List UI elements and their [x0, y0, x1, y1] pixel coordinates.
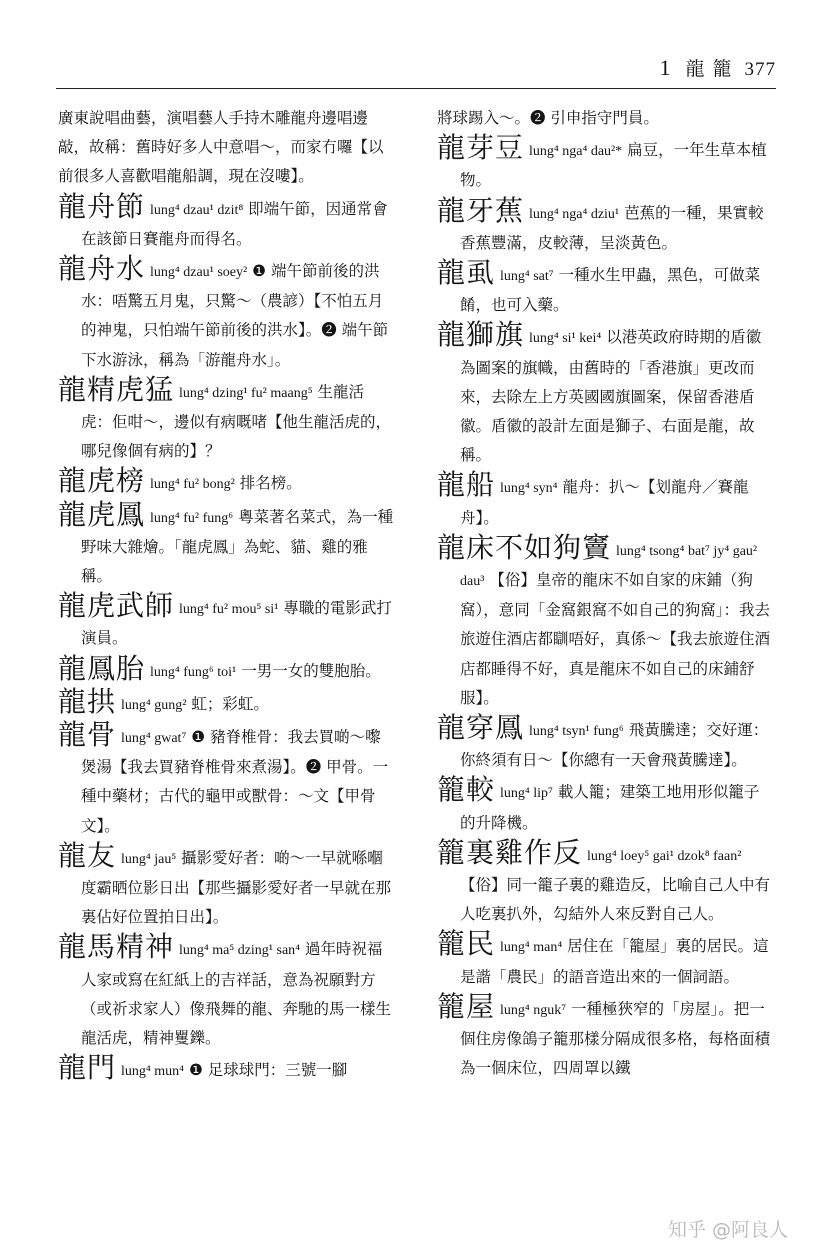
dictionary-entry [437, 258, 773, 320]
entry-headword: 籠較 [437, 773, 496, 807]
dictionary-entry [58, 651, 394, 687]
dictionary-entry [58, 684, 394, 720]
entry-definition: 專職的電影武打演員。 [81, 599, 392, 648]
entry-definition: 過年時祝福人家或寫在紅紙上的吉祥話，意為祝願對方（或祈求家人）像飛舞的龍、奔馳的馬一樣生龍活虎，精神矍鑠。 [81, 940, 392, 1048]
entry-headword: 龍床不如狗竇 [437, 530, 612, 564]
dictionary-entry [437, 989, 773, 1084]
entry-headword: 龍船 [437, 468, 496, 502]
entry-pronunciation: lung⁴ fu² fung⁶ [149, 510, 234, 526]
entry-pronunciation: lung⁴ fu² bong² [149, 477, 235, 493]
entry-definition: 扁豆，一年生草本植物。 [460, 141, 767, 190]
entry-definition: 載人籠；建築工地用形似籠子的升降機。 [460, 783, 760, 832]
entry-headword: 龍鳳胎 [58, 651, 146, 685]
entry-definition: 廣東說唱曲藝，演唱藝人手持木雕龍舟邊唱邊敲，故稱：舊時好多人中意唱～，而家冇囉【以前很多人喜歡唱龍船調，現在沒嘍】。 [58, 109, 384, 186]
entry-headword: 龍骨 [58, 718, 117, 752]
entry-headword: 龍舟水 [58, 252, 146, 286]
entry-definition: 攝影愛好者：啲～一早就喺嗰度霸晒位影日出【那些攝影愛好者一早就在那裏佔好位置拍日出】。 [81, 848, 392, 927]
dictionary-entry [58, 932, 394, 1053]
entry-definition: ❶ 足球球門：三號一腳 [188, 1061, 348, 1080]
dictionary-entry [437, 775, 773, 837]
entry-headword: 籠民 [437, 927, 496, 961]
dictionary-entry [58, 254, 394, 375]
entry-pronunciation: lung⁴ lip⁷ [499, 786, 553, 802]
right-column [437, 104, 773, 1084]
dictionary-entry [58, 189, 394, 254]
entry-definition: 一種水生甲蟲，黑色，可做菜餚，也可入藥。 [460, 266, 761, 315]
header-rule [56, 88, 776, 89]
entry-definition: 一種極狹窄的「房屋」。把一個住房像鴿子籠那樣分隔成很多格，每格面積為一個床位，四周罩以鐵 [460, 999, 771, 1078]
entry-headword: 龍芽豆 [437, 131, 525, 165]
entry-headword: 龍牙蕉 [437, 193, 525, 227]
entry-pronunciation: lung⁴ dzau¹ soey² [149, 265, 248, 281]
dictionary-entry [437, 320, 773, 470]
entry-definition: 【俗】同一籠子裏的雞造反，比喻自己人中有人吃裏扒外，勾結外人來反對自己人。 [460, 876, 771, 924]
entry-pronunciation: lung⁴ sat⁷ [499, 269, 554, 285]
entry-pronunciation: lung⁴ mun⁴ [120, 1064, 184, 1080]
entry-definition: 居住在「籠屋」裏的居民。這是諧「農民」的語音造出來的一個詞語。 [460, 937, 769, 986]
dictionary-entry [58, 466, 394, 499]
dictionary-entry [58, 104, 394, 192]
entry-headword: 龍穿鳳 [437, 711, 525, 745]
entry-headword: 龍獅旗 [437, 318, 525, 352]
entry-headword: 龍拱 [58, 684, 117, 718]
entry-headword: 龍門 [58, 1051, 117, 1085]
entry-pronunciation: lung⁴ syn⁴ [499, 481, 558, 497]
entry-definition: 排名榜。 [239, 474, 302, 493]
dictionary-entry [58, 372, 394, 467]
entry-pronunciation: lung⁴ si¹ kei⁴ [528, 331, 602, 347]
entry-headword: 龍舟節 [58, 189, 146, 223]
entry-headword: 龍友 [58, 838, 117, 872]
entry-definition: 生龍活虎：佢咁～，邊似有病嘅啫【他生龍活虎的，哪兒像個有病的】？ [81, 382, 392, 461]
entry-definition: 龍舟：扒～【划龍舟／賽龍舟】。 [460, 478, 749, 527]
left-column [58, 104, 394, 1087]
entry-definition: 虹；彩虹。 [191, 694, 269, 713]
entry-definition: 【俗】皇帝的龍床不如自家的床鋪（狗窩），意同「金窩銀窩不如自己的狗窩」：我去旅遊住酒店都瞓唔好，真係～【我去旅遊住酒店都睡得不好，真是龍床不如自己的床鋪舒服】。 [460, 571, 771, 707]
entry-pronunciation: lung⁴ tsyn¹ fung⁶ [528, 724, 624, 740]
entry-headword: 籠屋 [437, 989, 496, 1023]
dictionary-entry [58, 720, 394, 841]
entry-headword: 龍虎武師 [58, 589, 175, 623]
header-title: 龍 籠 [685, 58, 733, 80]
entry-pronunciation: lung⁴ nga⁴ dziu¹ [528, 206, 620, 222]
entry-definition: 芭蕉的一種，果實較香蕉豐滿，皮較薄，呈淡黃色。 [460, 203, 764, 252]
entry-definition: 即端午節，因通常會在該節日賽龍舟而得名。 [81, 199, 388, 248]
dictionary-entry [58, 497, 394, 592]
dictionary-entry [437, 470, 773, 532]
dictionary-entry [58, 838, 394, 933]
watermark: 知乎 @阿良人 [667, 1219, 788, 1241]
entry-pronunciation: lung⁴ fu² mou⁵ si¹ [178, 602, 279, 618]
entry-pronunciation: lung⁴ ma⁵ dzing¹ san⁴ [178, 943, 301, 959]
entry-pronunciation: lung⁴ loey⁵ gai¹ dzok⁸ faan² [586, 848, 742, 864]
entry-definition: 將球踢入～。❷ 引申指守門員。 [437, 109, 659, 127]
entry-headword: 龍精虎猛 [58, 372, 175, 406]
entry-definition: 粵菜著名菜式，為一種野味大雜燴。「龍虎鳳」為蛇、貓、雞的雅稱。 [81, 507, 394, 586]
dictionary-entry [437, 713, 773, 775]
entry-headword: 籠裏雞作反 [437, 835, 583, 869]
dictionary-entry [437, 929, 773, 991]
entry-definition: 飛黃騰達；交好運：你終須有日～【你總有一天會飛黃騰達】。 [460, 721, 769, 770]
dictionary-entry [437, 104, 773, 133]
entry-headword: 龍馬精神 [58, 930, 175, 964]
entry-pronunciation: lung⁴ gwat⁷ [120, 731, 187, 747]
entry-headword: 龍虎榜 [58, 464, 146, 498]
entry-pronunciation: lung⁴ man⁴ [499, 940, 563, 956]
dictionary-entry [437, 835, 773, 930]
entry-definition: 一男一女的雙胞胎。 [241, 661, 381, 680]
entry-definition: ❶ 端午節前後的洪水：唔驚五月鬼，只驚～（農諺）【不怕五月的神鬼，只怕端午節前後的洪水】。❷ 端午節下水游泳，稱為「游龍舟水」。 [81, 262, 389, 369]
entry-headword: 龍虎鳳 [58, 497, 146, 531]
page-number: 377 [744, 59, 776, 80]
entry-pronunciation: lung⁴ gung² [120, 697, 187, 713]
entry-pronunciation: lung⁴ dzing¹ fu² maang⁵ [178, 385, 313, 401]
entry-pronunciation: lung⁴ dzau¹ dzit⁸ [149, 202, 244, 218]
dictionary-entry [58, 1053, 394, 1086]
section-number: 1 [659, 55, 672, 80]
entry-headword: 龍虱 [437, 256, 496, 290]
entry-pronunciation: lung⁴ nguk⁷ [499, 1002, 567, 1018]
dictionary-entry [58, 591, 394, 653]
entry-definition: 以港英政府時期的盾徽為圖案的旗幟，由舊時的「香港旗」更改而來，去除左上方英國國旗圖案，保留香港盾徽。盾徽的設計左面是獅子、右面是龍，故稱。 [460, 328, 762, 465]
page-header [659, 54, 776, 81]
entry-pronunciation: lung⁴ nga⁴ dau²* [528, 144, 623, 160]
dictionary-entry [437, 530, 773, 713]
entry-definition: ❶ 豬脊椎骨：我去買啲～嚟煲湯【我去買豬脊椎骨來煮湯】。❷ 甲骨。一種中藥材；古代的龜甲或獸骨：～文【甲骨文】。 [81, 728, 389, 835]
dictionary-entry [437, 133, 773, 195]
dictionary-entry [437, 193, 773, 258]
entry-pronunciation: lung⁴ tsong⁴ bat⁷ jy⁴ gau² dau³ [460, 543, 758, 590]
entry-pronunciation: lung⁴ fung⁶ toi¹ [149, 664, 237, 680]
entry-pronunciation: lung⁴ jau⁵ [120, 851, 177, 867]
